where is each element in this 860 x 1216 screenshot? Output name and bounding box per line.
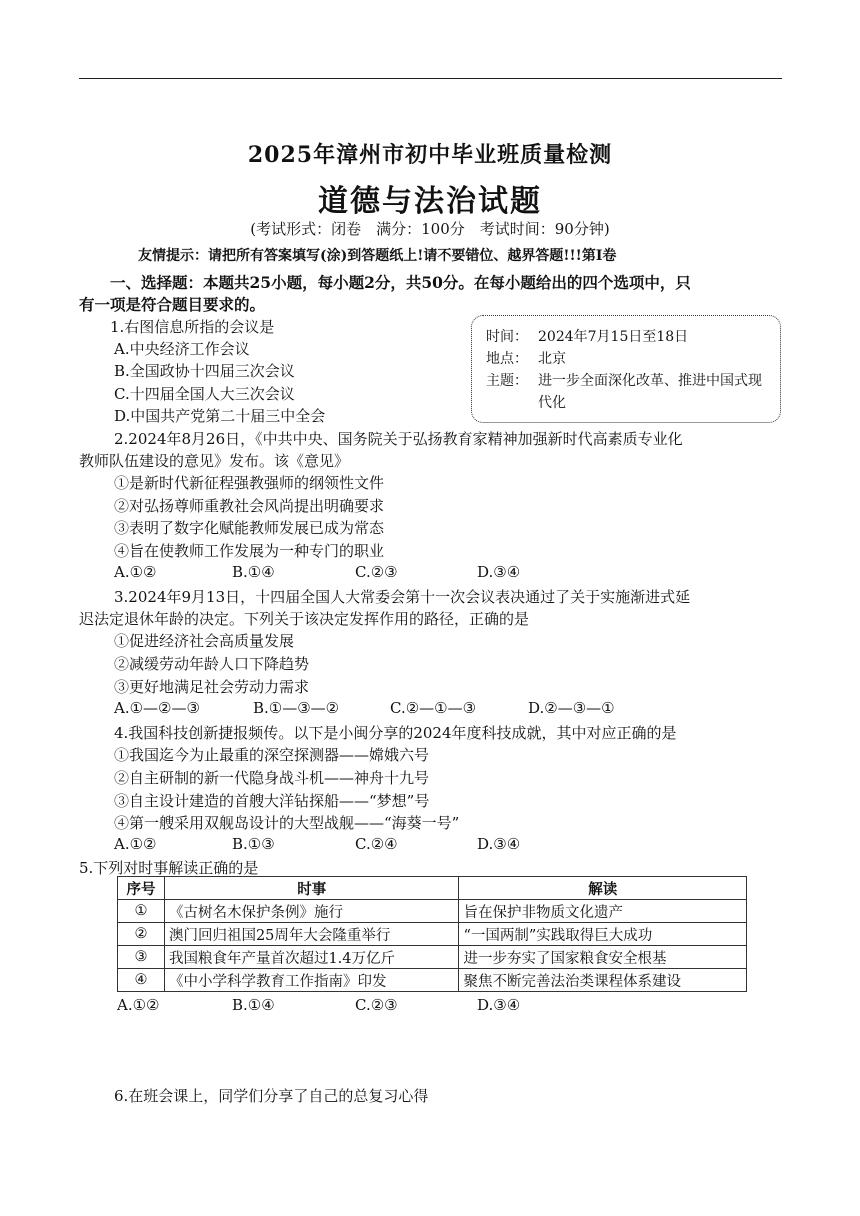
- table-header-row: [118, 877, 747, 900]
- q2-option-a: A.①②: [114, 563, 157, 581]
- section-heading-line2: 有一项是符合题目要求的。: [79, 295, 266, 314]
- q5-option-d: D.③④: [477, 996, 521, 1014]
- table-cell-interpretation: “一国两制”实践取得巨大成功: [459, 923, 747, 946]
- table-header-cell: 时事: [164, 877, 459, 900]
- q2-stem-line1: 2.2024年8月26日，《中共中央、国务院关于弘扬教育家精神加强新时代高素质专业化: [114, 430, 683, 448]
- table-cell-event: 我国粮食年产量首次超过1.4万亿斤: [164, 946, 459, 969]
- q2-item-3: ③表明了数字化赋能教师发展已成为常态: [114, 519, 385, 537]
- q3-option-c: C.②—①—③: [390, 699, 477, 717]
- q2-option-b: B.①④: [232, 563, 275, 581]
- q4-option-d: D.③④: [477, 835, 521, 853]
- table-header-cell: 解读: [459, 877, 747, 900]
- q4-option-c: C.②④: [355, 835, 398, 853]
- info-time: 2024年7月15日至18日: [538, 329, 689, 345]
- info-time-label: 时间：: [486, 329, 528, 345]
- table-row: [118, 946, 747, 969]
- table-cell-interpretation: 聚焦不断完善法治类课程体系建设: [459, 969, 747, 992]
- q1-option-d: D.中国共产党第二十届三中全会: [114, 407, 326, 425]
- q2-option-c: C.②③: [355, 563, 398, 581]
- table-cell-interpretation: 进一步夯实了国家粮食安全根基: [459, 946, 747, 969]
- q2-item-1: ①是新时代新征程强教强师的纲领性文件: [114, 474, 385, 492]
- info-theme-label: 主题：: [486, 373, 528, 389]
- q3-option-a: A.①—②—③: [114, 699, 200, 717]
- q5-option-b: B.①④: [232, 996, 275, 1014]
- table-header-cell: 序号: [118, 877, 165, 900]
- q1-option-a: A.中央经济工作会议: [114, 340, 250, 358]
- q6-stem: 6.在班会课上，同学们分享了自己的总复习心得: [114, 1087, 429, 1105]
- table-cell-number: ③: [118, 946, 165, 969]
- q3-option-d: D.②—③—①: [528, 699, 615, 717]
- q1-option-b: B.全国政协十四届三次会议: [114, 362, 295, 380]
- subject-title: 道德与法治试题: [318, 184, 542, 219]
- section-heading-line1: 一、选择题：本题共25小题，每小题2分，共50分。在每小题给出的四个选项中，只: [110, 273, 691, 292]
- table-cell-number: ②: [118, 923, 165, 946]
- info-theme: 进一步全面深化改革、推进中国式现代化: [538, 373, 762, 411]
- q3-stem-line2: 迟法定退休年龄的决定。下列关于该决定发挥作用的路径，正确的是: [79, 610, 530, 628]
- q3-item-2: ②减缓劳动年龄人口下降趋势: [114, 655, 310, 673]
- q2-item-4: ④旨在使教师工作发展为一种专门的职业: [114, 542, 385, 560]
- q4-option-a: A.①②: [114, 835, 157, 853]
- q4-stem: 4.我国科技创新捷报频传。以下是小闽分享的2024年度科技成就，其中对应正确的是: [114, 724, 677, 742]
- exam-info: (考试形式：闭卷 满分：100分 考试时间：90分钟): [250, 220, 610, 238]
- table-cell-interpretation: 旨在保护非物质文化遗产: [459, 900, 747, 923]
- q2-item-2: ②对弘扬尊师重教社会风尚提出明确要求: [114, 497, 385, 515]
- q4-item-3: ③自主设计建造的首艘大洋钻探船——“梦想”号: [114, 792, 430, 810]
- table-cell-event: 《古树名木保护条例》施行: [164, 900, 459, 923]
- q4-item-4: ④第一艘采用双舰岛设计的大型战舰——“海葵一号”: [114, 814, 460, 832]
- table-row: [118, 900, 747, 923]
- q1-option-c: C.十四届全国人大三次会议: [114, 385, 295, 403]
- exam-title: 2025年漳州市初中毕业班质量检测: [247, 142, 613, 168]
- table-cell-number: ①: [118, 900, 165, 923]
- top-rule: [79, 78, 782, 79]
- q5-stem: 5.下列对时事解读正确的是: [79, 859, 259, 877]
- q2-option-d: D.③④: [477, 563, 521, 581]
- q5-table: [117, 876, 747, 992]
- q2-stem-line2: 教师队伍建设的意见》发布。该《意见》: [79, 452, 350, 470]
- q5-option-c: C.②③: [355, 996, 398, 1014]
- q5-option-a: A.①②: [117, 996, 160, 1014]
- q3-stem-line1: 3.2024年9月13日，十四届全国人大常委会第十一次会议表决通过了关于实施渐进式延: [114, 588, 691, 606]
- info-place: 北京: [538, 351, 566, 367]
- q1-stem: 1.右图信息所指的会议是: [110, 318, 275, 336]
- q3-item-3: ③更好地满足社会劳动力需求: [114, 678, 310, 696]
- q4-option-b: B.①③: [232, 835, 275, 853]
- table-row: [118, 923, 747, 946]
- q4-item-2: ②自主研制的新一代隐身战斗机——神舟十九号: [114, 769, 430, 787]
- table-row: [118, 969, 747, 992]
- friendly-tip: 友情提示：请把所有答案填写(涂)到答题纸上!请不要错位、越界答题!!!第Ⅰ卷: [138, 248, 617, 264]
- table-cell-event: 澳门回归祖国25周年大会隆重举行: [164, 923, 459, 946]
- q1-info-box: [471, 315, 781, 423]
- table-cell-number: ④: [118, 969, 165, 992]
- info-place-label: 地点：: [486, 351, 528, 367]
- q3-option-b: B.①—③—②: [253, 699, 340, 717]
- q4-item-1: ①我国迄今为止最重的深空探测器——嫦娥六号: [114, 746, 430, 764]
- q3-item-1: ①促进经济社会高质量发展: [114, 632, 295, 650]
- table-cell-event: 《中小学科学教育工作指南》印发: [164, 969, 459, 992]
